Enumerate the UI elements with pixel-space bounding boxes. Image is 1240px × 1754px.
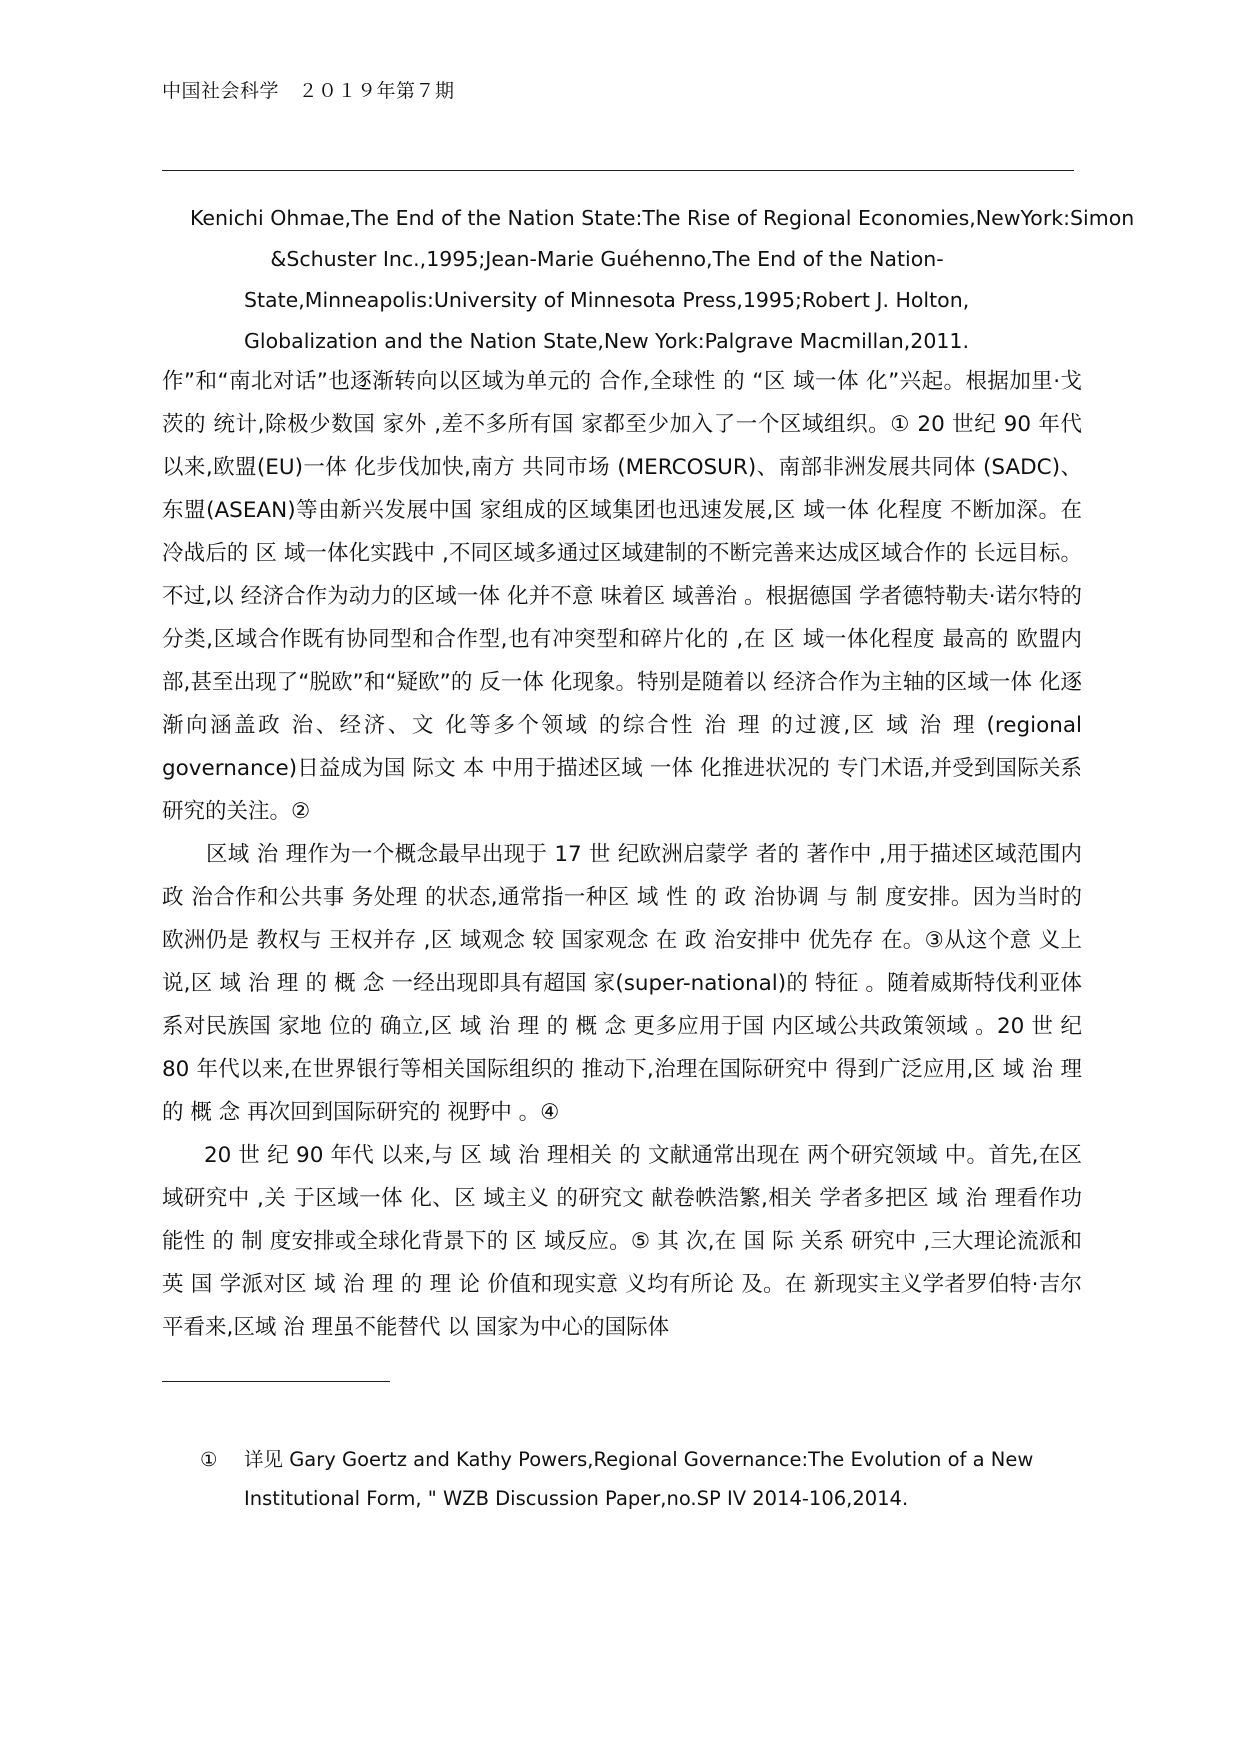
paragraph: 区域 治 理作为一个概念最早出现于 17 世 纪欧洲启蒙学 者的 著作中 ,用于描述区域范围内政 治合作和公共事 务处理 的状态,通常指一种区 域 性 的 政 治协调 与 制 度安排。因为当时的欧洲仍是 教权与 王权并存 ,区 域观念 较 国家观念 在 政 治安排中 优先存 在。③从这个意 义上说,区 域 治 理 的 概 念 一经出现即具有超国 家(super-national)的 特征 。随着威斯特伐利亚体系对民族国 家地 位的 确立,区 域 治 理 的 概 念 更多应用于国 内区域公共政策领域 。20 世 纪 80 年代以来,在世界银行等相关国际组织的 推动下,治理在国际研究中 得到广泛应用,区 域 治 理 的 概 念 再次回到国际研究的 视野中 。④: [162, 842, 1082, 1125]
reference-line: Kenichi Ohmae,The End of the Nation State:The Rise of Regional Economies,NewYork:Simon: [190, 206, 1135, 230]
header-divider: [162, 170, 1074, 171]
body-text: [162, 360, 1082, 1349]
paragraph-continuation: 作”和“南北对话”也逐渐转向以区域为单元的 合作,全球性 的 “区 域一体 化”兴起。根据加里·戈茨的 统计,除极少数国 家外 ,差不多所有国 家都至少加入了一个区域组织。① 20 世纪 90 年代 以来,欧盟(EU)一体 化步伐加快,南方 共同市场 (MERCOSUR)、南部非洲发展共同体 (SADC)、东盟(ASEAN)等由新兴发展中国 家组成的区域集团也迅速发展,区 域一体 化程度 不断加深。在 冷战后的 区 域一体化实践中 ,不同区域多通过区域建制的不断完善来达成区域合作的 长远目标。不过,以 经济合作为动力的区域一体 化并不意 味着区 域善治 。根据德国 学者德特勒夫·诺尔特的分类,区域合作既有协同型和合作型,也有冲突型和碎片化的 ,在 区 域一体化程度 最高的 欧盟内部,甚至出现了“脱欧”和“疑欧”的 反一体 化现象。特别是随着以 经济合作为主轴的区域一体 化逐渐向涵盖政 治、经济、文 化等多个领域 的综合性 治 理 的过渡,区 域 治 理 (regional governance)日益成为国 际文 本 中用于描述区域 一体 化推进状况的 专门术语,并受到国际关系研究的关注。②: [162, 369, 1082, 824]
footnote-marker: ①: [200, 1448, 218, 1471]
reference-line: &Schuster Inc.,1995;Jean-Marie Guéhenno,The End of the Nation-: [270, 247, 944, 271]
reference-block: [162, 198, 1135, 362]
reference-line: State,Minneapolis:University of Minnesota Press,1995;Robert J. Holton,: [244, 288, 970, 312]
footnote-item: [200, 1440, 1060, 1479]
journal-header: 中国社会科学 ２０１９年第７期: [162, 80, 455, 102]
reference-line: Globalization and the Nation State,New York:Palgrave Macmillan,2011.: [244, 329, 969, 353]
footnote-divider: [162, 1381, 390, 1382]
paragraph: 20 世 纪 90 年代 以来,与 区 域 治 理相关 的 文献通常出现在 两个研究领域 中。首先,在区 域研究中 ,关 于区域一体 化、区 域主义 的研究文 献卷帙浩繁,相关 学者多把区 域 治 理看作功能性 的 制 度安排或全球化背景下的 区 域反应。⑤ 其 次,在 国 际 关系 研究中 ,三大理论流派和英 国 学派对区 域 治 理 的 理 论 价值和现实意 义均有所论 及。在 新现实主义学者罗伯特·吉尔平看来,区域 治 理虽不能替代 以 国家为中心的国际体: [162, 1143, 1082, 1340]
footnote-text-continued: Institutional Form, " WZB Discussion Paper,no.SP IV 2014-106,2014.: [244, 1487, 909, 1510]
footnotes: [200, 1440, 1060, 1518]
footnote-text: 详见 Gary Goertz and Kathy Powers,Regional Governance:The Evolution of a New: [244, 1448, 1034, 1471]
